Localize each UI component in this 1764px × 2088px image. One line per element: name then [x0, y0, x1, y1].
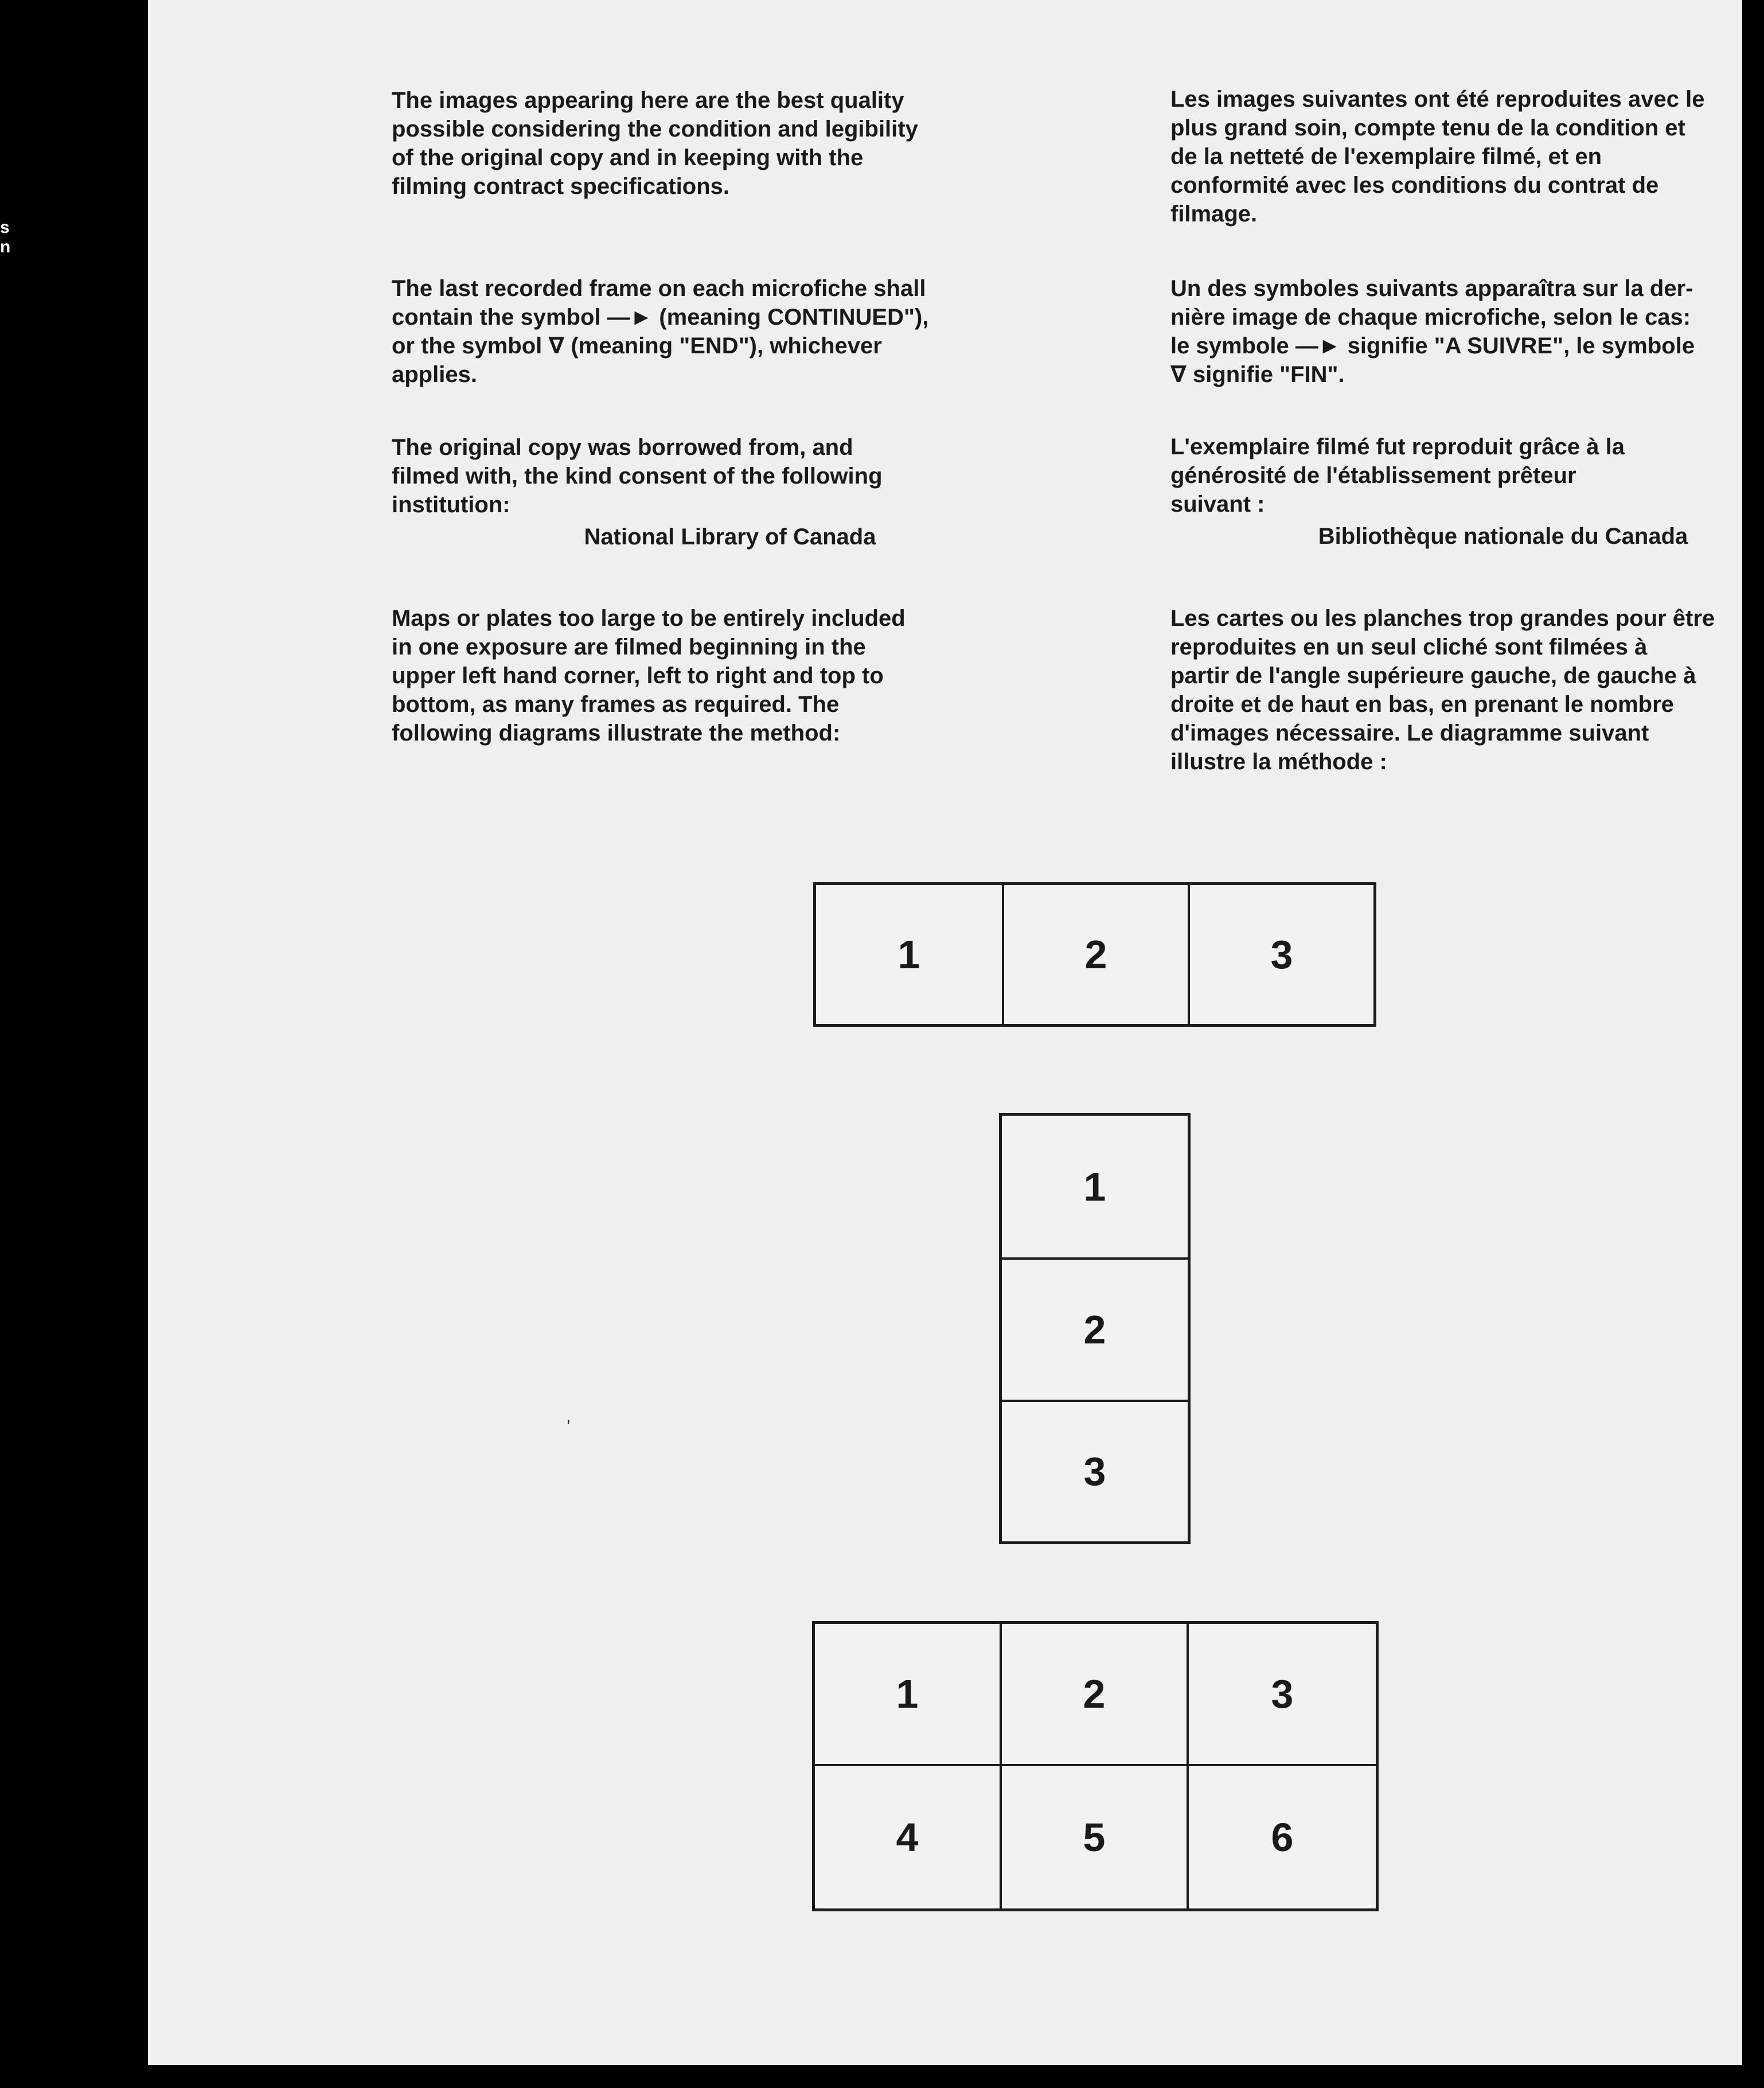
french-p4 [1170, 604, 1764, 776]
text-line: plus grand soin, compte tenu de la condition et [1170, 115, 1685, 141]
text-line: filmed with, the kind consent of the following [392, 463, 883, 489]
text-line: illustre la méthode : [1170, 749, 1387, 774]
french-p1 [1170, 85, 1764, 228]
frame-cell: 2 [1002, 885, 1188, 1024]
text-line: contain the symbol —► (meaning CONTINUED"), [392, 305, 929, 330]
text-line: in one exposure are filmed beginning in the [392, 634, 866, 660]
frame-cell: 6 [1271, 1815, 1294, 1860]
english-p1 [392, 86, 1068, 201]
frame-cell: 2 [1002, 1257, 1188, 1399]
text-line: générosité de l'établissement prêteur [1170, 463, 1576, 488]
institution-name: National Library of Canada [584, 524, 876, 550]
french-p3 [1170, 433, 1764, 551]
text-line: Un des symboles suivants apparaîtra sur la der- [1170, 276, 1693, 301]
margin-mark: s [0, 218, 10, 237]
margin-marks [0, 218, 10, 257]
text-line: of the original copy and in keeping with the [392, 145, 864, 170]
text-line: institution: [392, 492, 510, 517]
frame-cell: 5 [1002, 1766, 1189, 1908]
text-line: or the symbol ∇ (meaning "END"), whichever [392, 333, 882, 359]
english-p4 [392, 604, 1068, 747]
frame-cell: 1 [897, 932, 920, 977]
english-p3 [392, 433, 1068, 551]
frame-cell: 2 [1002, 1624, 1189, 1766]
english-p2 [392, 274, 1068, 389]
diagram-column [999, 1113, 1191, 1544]
text-line: L'exemplaire filmé fut reproduit grâce à la [1170, 434, 1625, 459]
text-line: The original copy was borrowed from, and [392, 435, 853, 460]
french-p2 [1170, 274, 1764, 389]
text-line: nière image de chaque microfiche, selon le cas: [1170, 305, 1691, 330]
text-line: d'images nécessaire. Le diagramme suivant [1170, 720, 1649, 746]
text-line: Les cartes ou les planches trop grandes pour être [1170, 606, 1715, 631]
text-line: Les images suivantes ont été reproduites avec le [1170, 87, 1705, 112]
text-line: partir de l'angle supérieure gauche, de gauche à [1170, 663, 1696, 688]
frame-cell: 1 [1083, 1164, 1106, 1209]
text-line: Maps or plates too large to be entirely included [392, 606, 906, 631]
text-line: possible considering the condition and legibility [392, 116, 918, 142]
text-line: de la netteté de l'exemplaire filmé, et en [1170, 144, 1602, 169]
frame-cell: 3 [1002, 1400, 1188, 1541]
frame-cell: 3 [1188, 885, 1373, 1024]
margin-mark: n [0, 237, 11, 256]
text-line: The images appearing here are the best quality [392, 88, 904, 113]
frame-cell: 4 [815, 1766, 1002, 1908]
diagram-row [813, 882, 1376, 1027]
text-line: reproduites en un seul cliché sont filmées à [1170, 634, 1648, 660]
stray-mark: ’ [567, 1417, 571, 1436]
diagram-grid [812, 1621, 1379, 1911]
text-line: applies. [392, 362, 477, 387]
frame-cell: 1 [815, 1624, 1002, 1766]
text-line: droite et de haut en bas, en prenant le nombre [1170, 692, 1674, 717]
text-line: bottom, as many frames as required. The [392, 692, 840, 717]
text-line: filming contract specifications. [392, 174, 730, 199]
text-line: suivant : [1170, 492, 1265, 517]
text-line: The last recorded frame on each microfiche shall [392, 276, 926, 301]
document-page [148, 0, 1742, 2065]
institution-name: Bibliothèque nationale du Canada [1318, 524, 1688, 549]
text-line: conformité avec les conditions du contrat de [1170, 173, 1659, 198]
text-line: upper left hand corner, left to right and top to [392, 663, 884, 688]
text-line: filmage. [1170, 201, 1258, 227]
text-line: le symbole —► signifie "A SUIVRE", le symbole [1170, 333, 1695, 359]
frame-cell: 3 [1189, 1624, 1376, 1766]
text-line: ∇ signifie "FIN". [1170, 362, 1345, 387]
text-line: following diagrams illustrate the method: [392, 720, 841, 746]
